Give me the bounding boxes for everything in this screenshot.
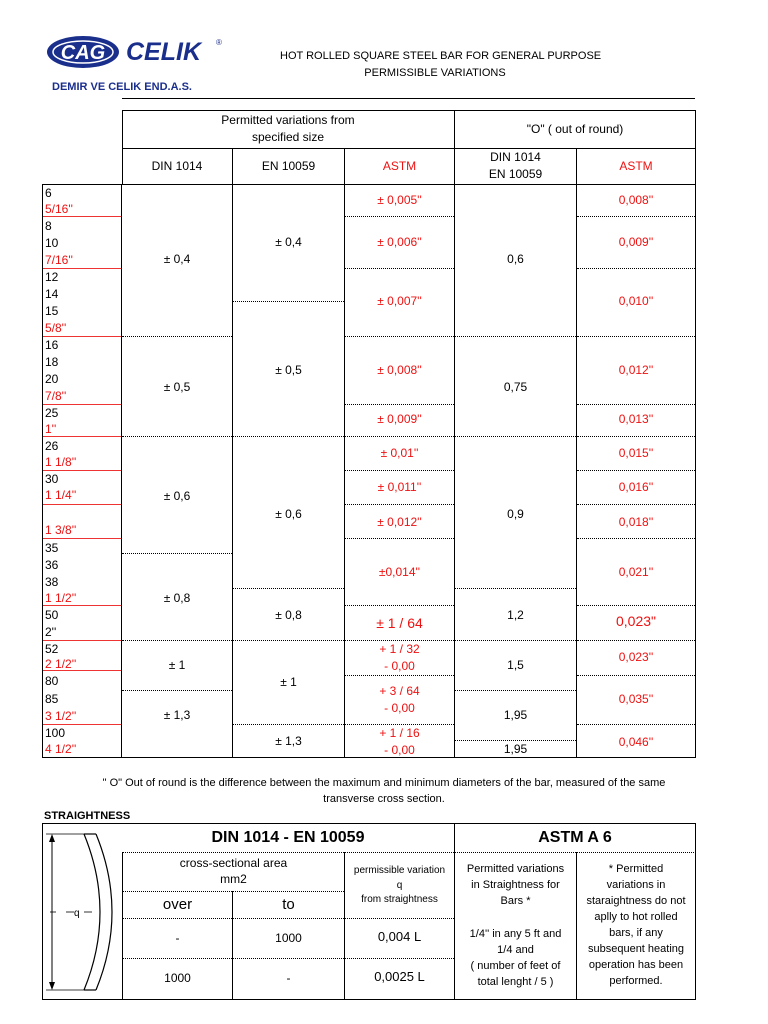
- size-cell: 3 1/2'': [45, 709, 77, 723]
- size-cell: 5/16'': [45, 202, 73, 216]
- astm-cell: ± 0,006'': [377, 235, 422, 249]
- size-cell: 5/8'': [45, 321, 67, 335]
- sub-din-en-2: EN 10059: [488, 167, 543, 181]
- perm-label-1: permissible variation: [353, 865, 446, 876]
- oor-astm-cell: 0,008'': [618, 193, 654, 207]
- size-cell: 8: [45, 219, 52, 233]
- astm-cell: - 0,00: [384, 659, 415, 673]
- astm-col1-line: Permitted variations: [466, 863, 565, 875]
- oor-din-cell: 0,9: [507, 507, 524, 521]
- din-cell: ± 1: [168, 658, 186, 672]
- straightness-title: STRAIGHTNESS: [44, 810, 131, 822]
- astm-col2-line: subsequent heating: [587, 943, 685, 955]
- company-name: DEMIR VE CELIK END.A.S.: [52, 81, 192, 93]
- en-cell: ± 0,8: [275, 608, 302, 622]
- logo-reg-mark: ®: [216, 38, 222, 47]
- size-cell: 4 1/2'': [45, 742, 77, 756]
- din-cell: ± 0,6: [163, 489, 191, 503]
- sub-en: EN 10059: [261, 159, 316, 173]
- area-label-2: mm2: [220, 872, 247, 886]
- astm-cell: ± 0,007'': [377, 294, 422, 308]
- company-logo: [44, 32, 234, 94]
- size-cell: 14: [45, 287, 59, 301]
- oor-din-cell: 1,2: [507, 608, 524, 622]
- oor-astm-cell: 0,009'': [618, 235, 654, 249]
- din-cell: ± 1,3: [163, 708, 191, 722]
- astm-col1-line: total lenght / 5 ): [477, 976, 554, 988]
- head-out-of-round: "O" ( out of round): [526, 122, 624, 136]
- size-cell: 10: [45, 236, 59, 250]
- row2-value: 0,0025 L: [374, 969, 425, 984]
- oor-din-cell: 1,95: [503, 708, 528, 722]
- oor-astm-cell: 0,023": [615, 613, 656, 629]
- row2-over: 1000: [164, 971, 191, 985]
- oor-din-cell: 1,95: [503, 742, 528, 756]
- to-label: to: [282, 896, 295, 913]
- size-cell: 2'': [45, 625, 57, 639]
- straightness-head-left: DIN 1014 - EN 10059: [211, 829, 365, 846]
- header-rule: [122, 98, 695, 99]
- astm-cell: ± 0,005'': [377, 193, 422, 207]
- note-line1: " O" Out of round is the difference between the maximum and minimum diameters of the bar, measured of the same: [102, 777, 666, 789]
- sub-din: DIN 1014: [151, 159, 203, 173]
- oor-din-cell: 0,6: [507, 252, 524, 266]
- size-cell: 38: [45, 575, 59, 589]
- astm-cell: ± 0,01'': [380, 446, 419, 460]
- astm-cell: ± 0,009'': [377, 412, 422, 426]
- size-cell: 80: [45, 674, 59, 688]
- astm-cell: ±0,014'': [378, 565, 421, 579]
- size-cell: 35: [45, 541, 59, 555]
- oor-astm-cell: 0,046'': [618, 735, 654, 749]
- astm-cell: + 3 / 64: [379, 684, 420, 698]
- size-cell: 18: [45, 355, 59, 369]
- astm-cell: - 0,00: [384, 743, 415, 757]
- astm-cell: - 0,00: [384, 701, 415, 715]
- size-cell: 25: [45, 406, 59, 420]
- size-cell: 36: [45, 558, 59, 572]
- oor-astm-cell: 0,023'': [618, 650, 654, 664]
- row1-to: 1000: [275, 931, 302, 945]
- oor-astm-cell: 0,010'': [618, 294, 654, 308]
- size-cell: 85: [45, 692, 59, 706]
- astm-col2-line: bars, if any: [609, 927, 663, 939]
- astm-col1-line: ( number of feet of: [470, 960, 561, 972]
- size-cell: 2 1/2'': [45, 657, 77, 671]
- logo-brand-left: CAG: [60, 42, 106, 64]
- doc-title-line2: PERMISSIBLE VARIATIONS: [364, 67, 506, 79]
- size-cell: 50: [45, 608, 59, 622]
- size-cell: 6: [45, 186, 52, 200]
- area-label-1: cross-sectional area: [179, 856, 288, 870]
- astm-col1-line: 1/4'' in any 5 ft and: [469, 928, 562, 940]
- size-cell: 1 1/8'': [45, 455, 77, 469]
- astm-cell: ± 0,008'': [377, 363, 422, 377]
- oor-astm-cell: 0,016'': [618, 480, 654, 494]
- oor-din-cell: 1,5: [507, 658, 524, 672]
- sub-astm-oor: ASTM: [619, 159, 653, 173]
- row1-over: -: [175, 931, 180, 945]
- en-cell: ± 0,4: [275, 235, 302, 249]
- astm-col1-line: Bars *: [500, 895, 531, 907]
- size-cell: 1 1/2'': [45, 591, 77, 605]
- astm-cell: + 1 / 32: [379, 642, 420, 656]
- astm-cell: ± 1 / 64: [376, 615, 423, 631]
- size-cell: 20: [45, 372, 59, 386]
- astm-cell: + 1 / 16: [379, 726, 420, 740]
- size-cell: 1 3/8'': [45, 523, 77, 537]
- straightness-head-right: ASTM A 6: [538, 829, 612, 846]
- din-cell: ± 0,4: [163, 252, 191, 266]
- astm-col2-line: variations in: [606, 879, 666, 891]
- size-cell: 52: [45, 642, 59, 656]
- astm-col1-line: in Straightness for: [471, 879, 560, 891]
- size-cell: 30: [45, 472, 59, 486]
- oor-astm-cell: 0,035'': [618, 692, 654, 706]
- en-cell: ± 1,3: [275, 734, 302, 748]
- size-cell: 100: [45, 726, 66, 740]
- note-line2: transverse cross section.: [323, 793, 445, 805]
- doc-title-line1: HOT ROLLED SQUARE STEEL BAR FOR GENERAL PURPOSE: [280, 50, 602, 62]
- size-cell: 16: [45, 338, 59, 352]
- diagram-q-label: q: [74, 908, 80, 919]
- astm-cell: ± 0,011'': [377, 480, 422, 494]
- astm-col2-line: operation has been: [588, 959, 684, 971]
- oor-astm-cell: 0,018'': [618, 515, 654, 529]
- perm-label-3: from straightness: [361, 894, 438, 905]
- en-cell: ± 0,5: [275, 363, 302, 377]
- en-cell: ± 1: [280, 675, 297, 689]
- size-cell: 26: [45, 439, 59, 453]
- size-cell: 12: [45, 270, 59, 284]
- astm-col1-line: 1/4 and: [497, 944, 534, 956]
- sub-astm: ASTM: [382, 159, 417, 173]
- logo-brand-right: CELIK: [126, 38, 201, 66]
- head-permitted-2: specified size: [251, 130, 325, 144]
- en-cell: ± 0,6: [275, 507, 302, 521]
- astm-cell: ± 0,012'': [377, 515, 422, 529]
- over-label: over: [162, 896, 193, 913]
- din-cell: ± 0,8: [163, 591, 191, 605]
- row2-to: -: [286, 971, 291, 985]
- size-cell: 15: [45, 304, 59, 318]
- astm-col2-line: staraightness do not: [586, 895, 686, 907]
- size-cell: 7/8'': [45, 389, 67, 403]
- sub-din-en-1: DIN 1014: [490, 150, 541, 164]
- oor-astm-cell: 0,021'': [618, 565, 654, 579]
- size-cell: 1 1/4'': [45, 488, 77, 502]
- size-cell: 7/16'': [45, 253, 73, 267]
- straightness-diagram: [44, 828, 120, 996]
- oor-din-cell: 0,75: [503, 380, 528, 394]
- din-cell: ± 0,5: [163, 380, 191, 394]
- head-permitted-1: Permitted variations from: [221, 113, 355, 127]
- astm-col2-line: performed.: [609, 975, 663, 987]
- astm-col2-line: aplly to hot rolled: [594, 911, 678, 923]
- astm-col2-line: * Permitted: [608, 863, 664, 875]
- row1-value: 0,004 L: [377, 929, 422, 944]
- oor-astm-cell: 0,012'': [618, 363, 654, 377]
- size-cell: 1'': [45, 422, 57, 436]
- oor-astm-cell: 0,013'': [618, 412, 654, 426]
- perm-label-2: q: [396, 880, 403, 891]
- oor-astm-cell: 0,015'': [618, 446, 654, 460]
